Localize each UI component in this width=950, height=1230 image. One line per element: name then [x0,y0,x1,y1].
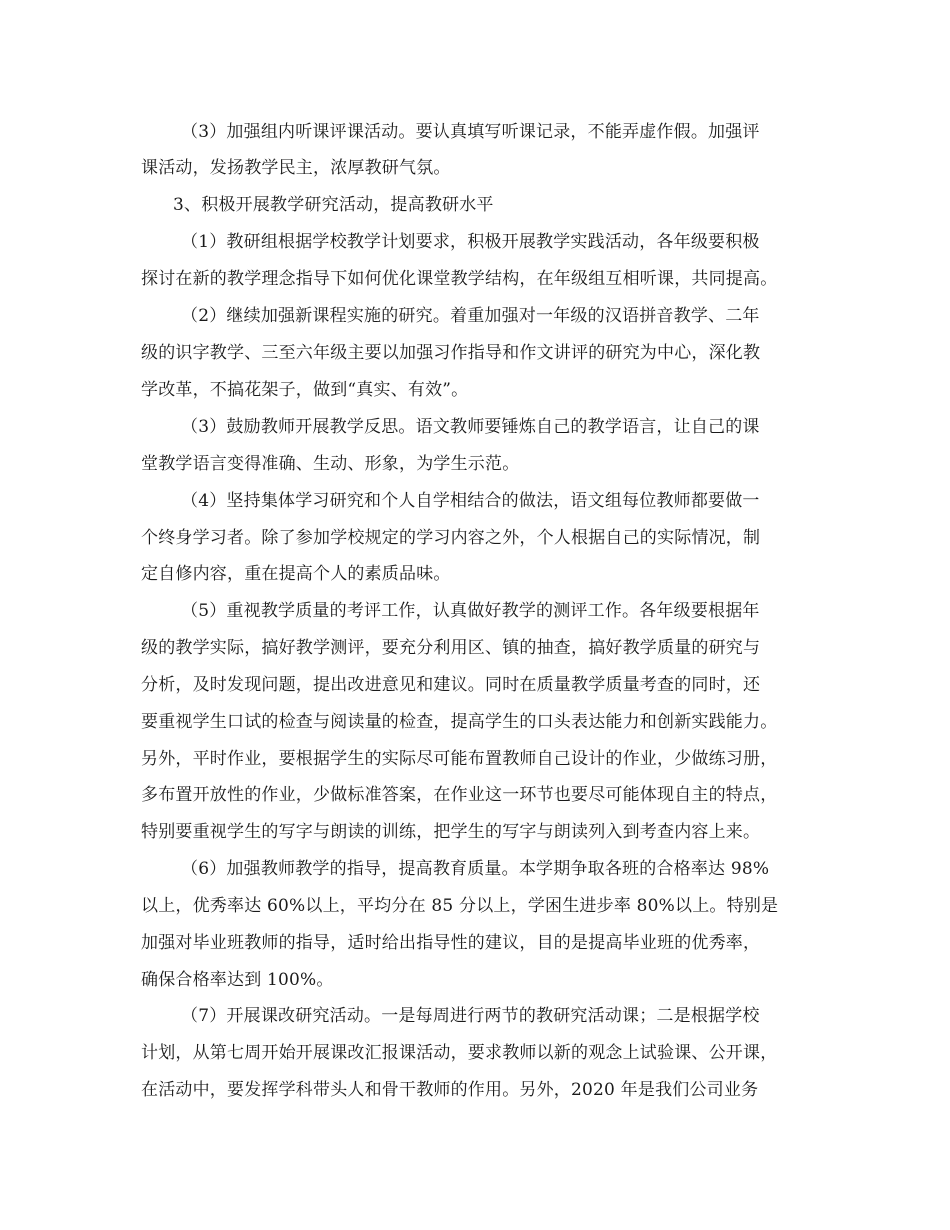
text-line: 分析，及时发现问题，提出改进意见和建议。同时在质量教学质量考查的同时，还 [141,675,761,695]
text-line: 课活动，发扬教学民主，浓厚教研气氛。 [141,158,451,178]
text-line: 在活动中，要发挥学科带头人和骨干教师的作用。另外，2020 年是我们公司业务 [141,1080,759,1100]
text-line: 堂教学语言变得准确、生动、形象，为学生示范。 [141,454,520,474]
text-line: 另外，平时作业，要根据学生的实际尽可能布置教师自己设计的作业，少做练习册， [141,749,778,769]
text-line: 以上，优秀率达 60%以上，平均分在 85 分以上，学困生进步率 80%以上。特别是 [141,896,779,916]
text-line: 要重视学生口试的检查与阅读量的检查，提高学生的口头表达能力和创新实践能力。 [141,712,778,732]
text-line: 个终身学习者。除了参加学校规定的学习内容之外，个人根据自己的实际情况，制 [141,528,761,548]
text-line: 探讨在新的教学理念指导下如何优化课堂教学结构，在年级组互相听课，共同提高。 [141,269,778,289]
text-line: （1）教研组根据学校教学计划要求，积极开展教学实践活动，各年级要积极 [181,232,760,252]
text-line: （6）加强教师教学的指导，提高教育质量。本学期争取各班的合格率达 98% [181,859,770,879]
text-line: 学改革，不搞花架子，做到“真实、有效”。 [141,380,469,400]
text-line: （5）重视教学质量的考评工作，认真做好教学的测评工作。各年级要根据年 [181,601,760,621]
text-line: 级的教学实际，搞好教学测评，要充分利用区、镇的抽查，搞好教学质量的研究与 [141,638,761,658]
text-line: 加强对毕业班教师的指导，适时给出指导性的建议，目的是提高毕业班的优秀率， [141,933,761,953]
text-line: （4）坚持集体学习研究和个人自学相结合的做法，语文组每位教师都要做一 [181,491,760,511]
text-line: （3）加强组内听课评课活动。要认真填写听课记录，不能弄虚作假。加强评 [181,122,760,142]
text-line: 特别要重视学生的写字与朗读的训练，把学生的写字与朗读列入到考查内容上来。 [141,822,761,842]
section-heading: 3、积极开展教学研究活动，提高教研水平 [173,195,494,215]
text-line: 级的识字教学、三至六年级主要以加强习作指导和作文讲评的研究为中心，深化教 [141,343,761,363]
text-line: 多布置开放性的作业，少做标准答案，在作业这一环节也要尽可能体现自主的特点， [141,785,778,805]
text-line: （3）鼓励教师开展教学反思。语文教师要锤炼自己的教学语言，让自己的课 [181,417,760,437]
text-line: 定自修内容，重在提高个人的素质品味。 [141,564,451,584]
text-line: （2）继续加强新课程实施的研究。着重加强对一年级的汉语拼音教学、二年 [181,306,760,326]
text-line: （7）开展课改研究活动。一是每周进行两节的教研究活动课；二是根据学校 [181,1006,760,1026]
text-line: 确保合格率达到 100%。 [141,970,334,990]
text-line: 计划，从第七周开始开展课改汇报课活动，要求教师以新的观念上试验课、公开课， [141,1043,778,1063]
